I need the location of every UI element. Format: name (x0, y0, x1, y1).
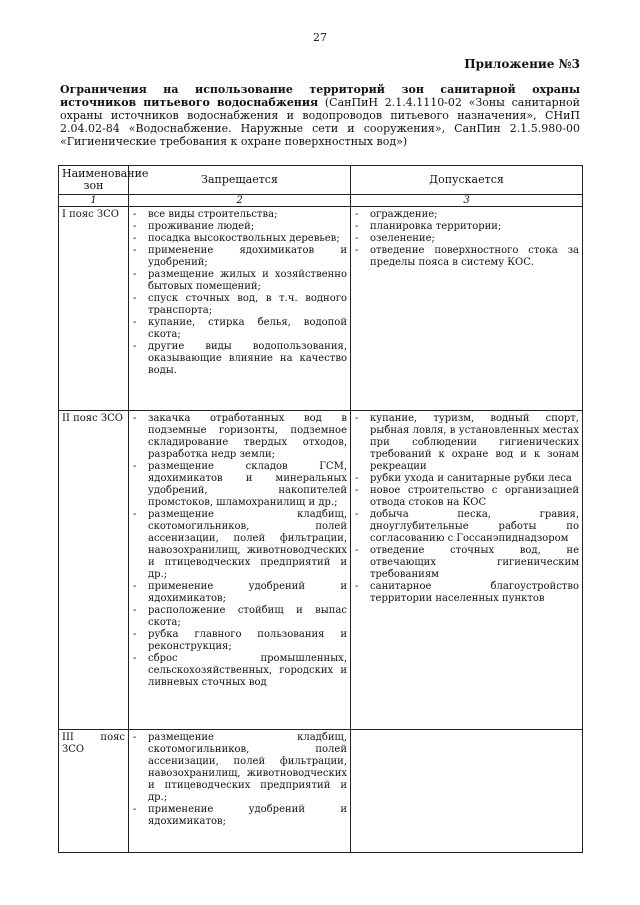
intro-sources: (СанПиН 2.1.4.1110-02 «Зоны санитарной охраны источников водоснабжения и водопроводов питьевого назначения», СНиП 2.04.02-84 «Водоснабжение. Наружные сети и сооружения», СанПин 2.1.5.980-00 «Гигиенические требования к охране поверхностных вод») (60, 96, 580, 148)
header-allowed: Допускается (351, 166, 583, 195)
list-item: - рубки ухода и санитарные рубки леса (354, 473, 579, 485)
list-item: - сброс промышленных, сельскохозяйственных, городских и ливневых сточных вод (132, 653, 347, 689)
intro-paragraph (60, 83, 580, 148)
list-item: - посадка высокоствольных деревьев; (132, 233, 347, 245)
list-item: - санитарное благоустройство территории населенных пунктов (354, 581, 579, 605)
allowed-cell (351, 207, 583, 411)
header-prohibited: Запрещается (129, 166, 351, 195)
table-row (59, 411, 583, 730)
column-number: 2 (129, 195, 351, 207)
list-item: - купание, туризм, водный спорт, рыбная ловля, в установленных местах при соблюдении гигиенических требований к охране вод и к зонам рекреации (354, 413, 579, 473)
list-item: - размещение жилых и хозяйственно бытовых помещений; (132, 269, 347, 293)
prohibited-cell (129, 411, 351, 730)
page-number: 27 (313, 31, 327, 44)
list-item: - планировка территории; (354, 221, 579, 233)
prohibited-cell (129, 207, 351, 411)
list-item: - другие виды водопользования, оказывающие влияние на качество воды. (132, 341, 347, 377)
list-item: - закачка отработанных вод в подземные горизонты, подземное складирование твердых отходов, разработка недр земли; (132, 413, 347, 461)
list-item: - ограждение; (354, 209, 579, 221)
list-item: - добыча песка, гравия, дноуглубительные работы по согласованию с Госсанэпиднадзором (354, 509, 579, 545)
allowed-cell (351, 411, 583, 730)
prohibited-cell (129, 730, 351, 853)
column-number: 3 (351, 195, 583, 207)
list-item: - спуск сточных вод, в т.ч. водного транспорта; (132, 293, 347, 317)
list-item: - купание, стирка белья, водопой скота; (132, 317, 347, 341)
list-item: - все виды строительства; (132, 209, 347, 221)
allowed-cell (351, 730, 583, 853)
list-item: - отведение сточных вод, не отвечающих гигиеническим требованиям (354, 545, 579, 581)
list-item: - отведение поверхностного стока за пределы пояса в систему КОС. (354, 245, 579, 269)
column-number: 1 (59, 195, 129, 207)
table-row (59, 207, 583, 411)
zone-name: III пояс ЗСО (59, 730, 129, 853)
list-item: - проживание людей; (132, 221, 347, 233)
zone-name: II пояс ЗСО (59, 411, 129, 730)
list-item: - применение удобрений и ядохимикатов; (132, 804, 347, 828)
list-item: - размещение кладбищ, скотомогильников, полей ассенизации, полей фильтрации, навозохранилищ, животноводческих и птицеводческих предприятий и др.; (132, 509, 347, 581)
list-item: - расположение стойбищ и выпас скота; (132, 605, 347, 629)
column-number-row (59, 195, 583, 207)
list-item: - размещение кладбищ, скотомогильников, полей ассенизации, полей фильтрации, навозохранилищ, животноводческих и птицеводческих предприятий и др.; (132, 732, 347, 804)
list-item: - озеленение; (354, 233, 579, 245)
list-item: - применение удобрений и ядохимикатов; (132, 581, 347, 605)
list-item: - рубка главного пользования и реконструкция; (132, 629, 347, 653)
appendix-title: Приложение №3 (464, 57, 580, 71)
intro-bold-title: Ограничения на использование территорий зон санитарной охраны источников питьевого водоснабжения (60, 83, 580, 109)
zone-name: I пояс ЗСО (59, 207, 129, 411)
table-header-row (59, 166, 583, 195)
header-zone-name: Наименование зон (59, 166, 129, 195)
restrictions-table (58, 165, 583, 853)
list-item: - размещение складов ГСМ, ядохимикатов и минеральных удобрений, накопителей промстоков, шламохранилищ и др.; (132, 461, 347, 509)
list-item: - новое строительство с организацией отвода стоков на КОС (354, 485, 579, 509)
list-item: - применение ядохимикатов и удобрений; (132, 245, 347, 269)
table-row (59, 730, 583, 853)
